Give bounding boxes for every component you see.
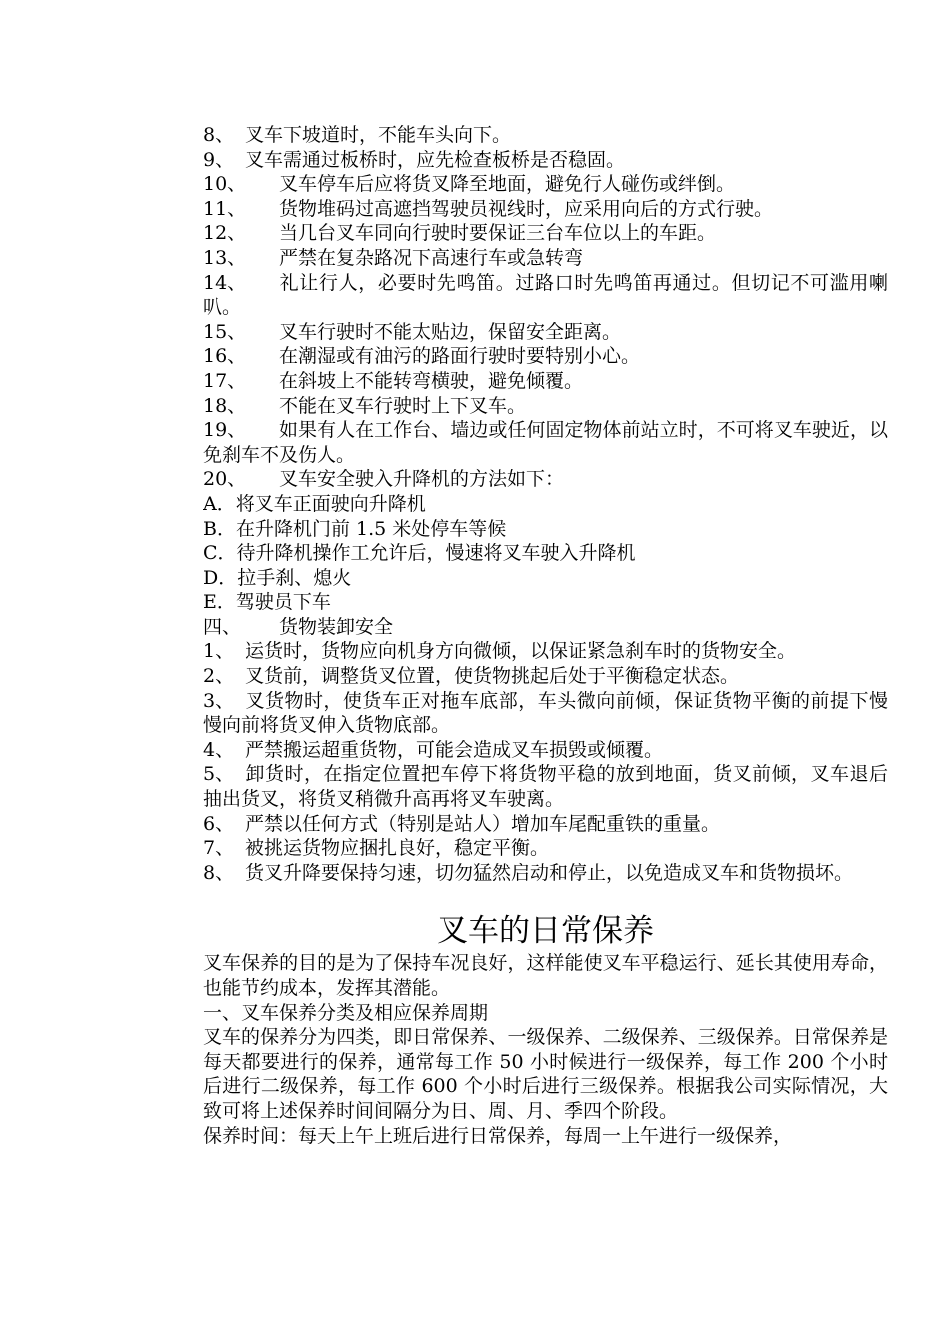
rule-number: 11、 [203,197,247,220]
cargo-rule-item [203,762,888,811]
maintenance-heading: 叉车的日常保养 [437,913,654,950]
rule-number: 6、 [203,812,235,835]
rule-item-14 [203,271,888,320]
rule-number: 1、 [203,640,235,663]
rule-item-10 [203,172,888,197]
cargo-rules-list [203,639,888,885]
rule-text: 在斜坡上不能转弯横驶，避免倾覆。 [279,369,584,392]
rule-item-15 [203,320,888,345]
cargo-rule-item [203,689,888,738]
elevator-step: A．将叉车正面驶向升降机 [203,492,426,515]
rule-text: 叉车下坡道时，不能车头向下。 [245,124,512,146]
cargo-rule-item [203,664,888,689]
rule-number: 15、 [203,320,247,343]
rule-number: 5、 [203,763,235,786]
maintenance-schedule: 保养时间：每天上午上班后进行日常保养，每周一上午进行一级保养， [203,1124,793,1147]
rule-text: 当几台叉车同向行驶时要保证三台车位以上的车距。 [279,222,717,245]
maintenance-body: 叉车的保养分为四类，即日常保养、一级保养、二级保养、三级保养。日常保养是每天都要进行的保养，通常每工作 50 小时候进行一级保养，每工作 200 个小时后进行二级保养，每工作 600 个小时后进行三级保养。根据我公司实际情况，大致可将上述保养时间间隔分为日、周、月、季四个阶段。 [203,1026,888,1122]
rule-item-18 [203,394,888,419]
rule-item-20 [203,467,888,492]
rule-text: 叉车停车后应将货叉降至地面，避免行人碰伤或绊倒。 [279,173,736,196]
rule-number: 9、 [203,148,235,171]
rule-text: 叉货物时，使货车正对拖车底部，车头微向前倾，保证货物平衡的前提下慢慢向前将货叉伸入货物底部。 [203,689,888,737]
rule-text: 货物堆码过高遮挡驾驶员视线时，应采用向后的方式行驶。 [279,197,774,220]
section-number: 四、 [203,615,242,638]
maintenance-intro: 叉车保养的目的是为了保持车况良好，这样能使叉车平稳运行、延长其使用寿命，也能节约成本，发挥其潜能。 [203,952,888,999]
rule-number: 14、 [203,271,247,294]
elevator-step: D．拉手刹、熄火 [203,566,352,589]
rule-text: 严禁以任何方式（特别是站人）增加车尾配重铁的重量。 [245,812,721,835]
rule-item-11 [203,197,888,222]
safety-rules-list [203,123,888,492]
elevator-step: C．待升降机操作工允许后，慢速将叉车驶入升降机 [203,542,636,565]
elevator-step: E．驾驶员下车 [203,591,331,614]
rule-item-17 [203,369,888,394]
rule-number: 13、 [203,246,247,269]
rule-number: 18、 [203,394,247,417]
cargo-rule-item [203,812,888,837]
rule-number: 20、 [203,468,247,491]
rule-text: 货叉升降要保持匀速，切勿猛然启动和停止，以免造成叉车和货物损坏。 [245,861,854,884]
rule-text: 严禁搬运超重货物，可能会造成叉车损毁或倾覆。 [245,738,664,761]
rule-text: 叉车行驶时不能太贴边，保留安全距离。 [279,320,622,343]
cargo-rule-item [203,639,888,664]
rule-number: 8、 [203,124,235,146]
rule-number: 8、 [203,861,235,884]
rule-number: 2、 [203,665,235,688]
rule-text: 被挑运货物应捆扎良好，稳定平衡。 [245,837,550,860]
rule-item-9 [203,148,888,173]
rule-number: 10、 [203,173,247,196]
rule-item-13 [203,246,888,271]
document-page [203,123,888,1148]
cargo-rule-item [203,861,888,886]
cargo-rule-item [203,738,888,763]
rule-text: 叉货前，调整货叉位置，使货物挑起后处于平衡稳定状态。 [245,665,740,688]
rule-number: 17、 [203,369,247,392]
cargo-rule-item [203,836,888,861]
rule-number: 4、 [203,738,235,761]
section-four-heading [203,615,888,640]
rule-number: 3、 [203,689,235,712]
elevator-steps-list [203,492,888,615]
rule-text: 运货时，货物应向机身方向微倾，以保证紧急刹车时的货物安全。 [245,640,797,663]
rule-text: 叉车需通过板桥时，应先检查板桥是否稳固。 [245,148,626,171]
rule-number: 7、 [203,837,235,860]
maintenance-subheading: 一、叉车保养分类及相应保养周期 [203,1001,489,1024]
rule-text: 不能在叉车行驶时上下叉车。 [279,394,527,417]
elevator-step: B．在升降机门前 1.5 米处停车等候 [203,517,507,540]
section-title: 货物装卸安全 [279,615,394,638]
rule-number: 16、 [203,345,247,368]
rule-text: 严禁在复杂路况下高速行车或急转弯 [279,246,584,269]
rule-item-12 [203,221,888,246]
rule-text: 在潮湿或有油污的路面行驶时要特别小心。 [279,345,641,368]
rule-text: 卸货时，在指定位置把车停下将货物平稳的放到地面，货叉前倾，叉车退后抽出货叉，将货叉稍微升高再将叉车驶离。 [203,763,888,811]
rule-text: 叉车安全驶入升降机的方法如下： [279,468,565,491]
rule-text: 如果有人在工作台、墙边或任何固定物体前站立时，不可将叉车驶近，以免刹车不及伤人。 [203,419,888,466]
rule-item-19 [203,418,888,467]
rule-item-8 [203,123,888,148]
rule-number: 19、 [203,419,247,442]
rule-number: 12、 [203,222,247,245]
rule-text: 礼让行人，必要时先鸣笛。过路口时先鸣笛再通过。但切记不可滥用喇叭。 [203,271,888,319]
rule-item-16 [203,344,888,369]
